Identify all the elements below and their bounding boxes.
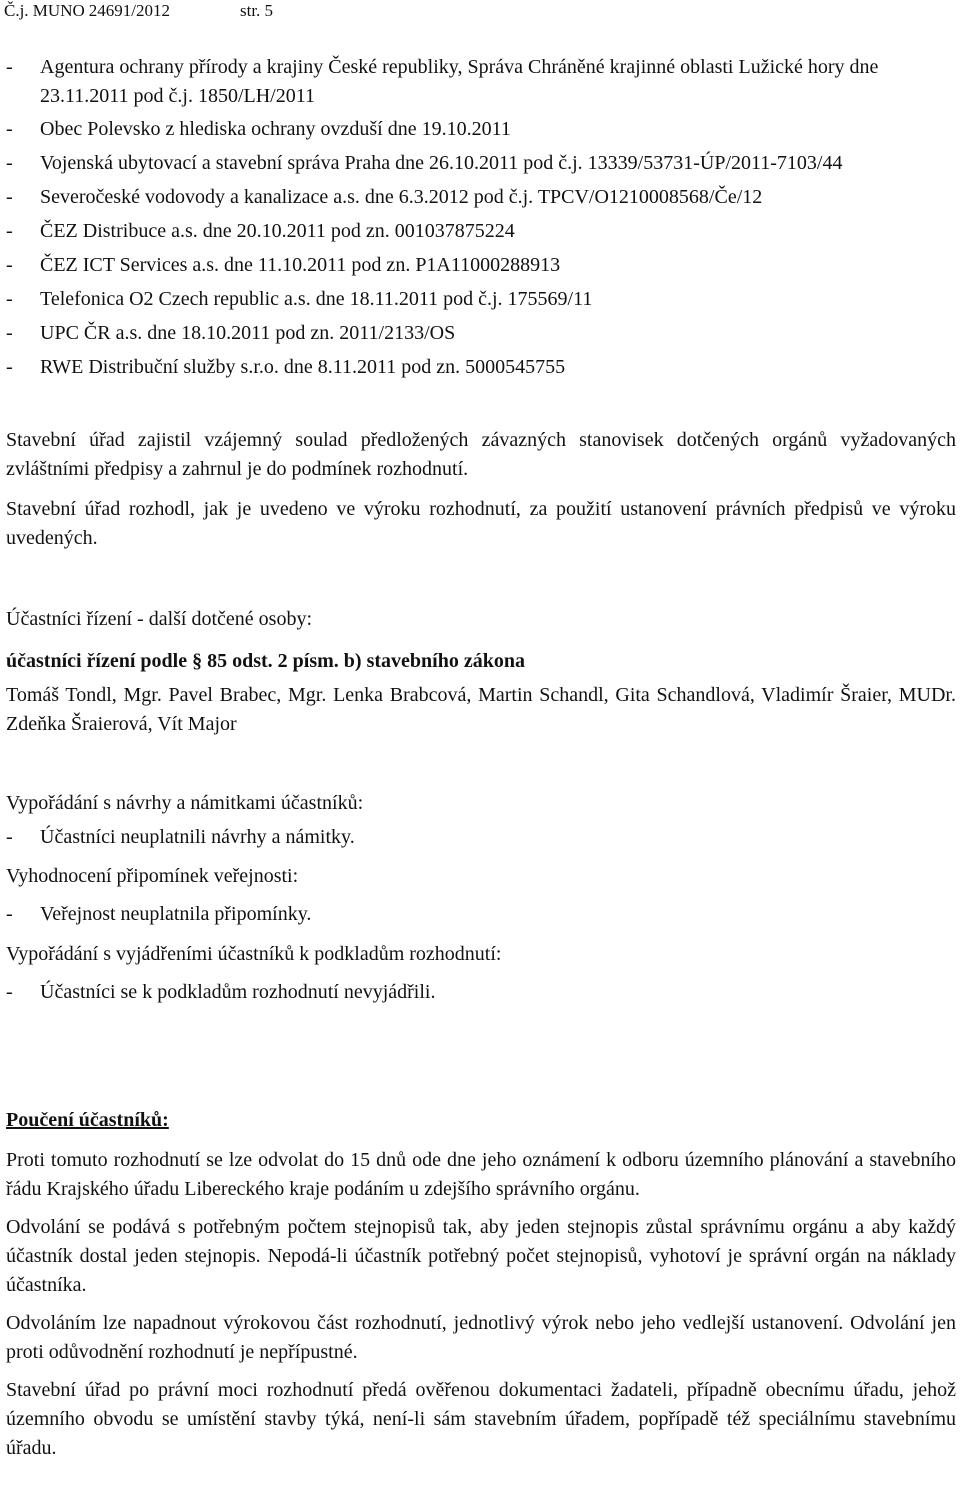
list-dash: - <box>6 220 13 242</box>
list-dash: - <box>6 254 13 276</box>
list-dash: - <box>6 826 13 848</box>
reference-label: Č.j. MUNO <box>4 1 85 20</box>
list-item <box>6 183 958 212</box>
list-item-text: Agentura ochrany přírody a krajiny České republiky, Správa Chráněné krajinné oblasti Lužické hory dne 23.11.2011 pod č.j. 1850/LH/2011 <box>40 56 879 107</box>
list-item <box>6 900 956 929</box>
section-heading: Vypořádání s vyjádřeními účastníků k podkladům rozhodnutí: <box>6 943 502 965</box>
list-item-text: Vojenská ubytovací a stavební správa Praha dne 26.10.2011 pod č.j. 13339/53731-ÚP/2011-7103/44 <box>40 152 843 174</box>
list-item-text: Účastníci neuplatnili návrhy a námitky. <box>40 826 355 848</box>
list-dash: - <box>6 56 13 78</box>
section-heading: Vyhodnocení připomínek veřejnosti: <box>6 865 299 887</box>
list-item <box>6 251 958 280</box>
paragraph-text: Odvoláním lze napadnout výrokovou část rozhodnutí, jednotlivý výrok nebo jeho vedlejší ustanovení. Odvolání jen proti odůvodnění rozhodnutí je nepřípustné. <box>6 1312 956 1363</box>
paragraph-text: Odvolání se podává s potřebným počtem stejnopisů tak, aby jeden stejnopis zůstal správnímu orgánu a aby každý účastník dostal jeden stejnopis. Nepodá-li účastník potřebný počet stejnopisů, vyhotoví je správní orgán na náklady účastníka. <box>6 1216 956 1296</box>
list-dash: - <box>6 152 13 174</box>
stanoviska-list <box>6 53 958 387</box>
list-item <box>6 823 956 852</box>
section-heading: Účastníci řízení - další dotčené osoby: <box>6 608 313 630</box>
list-item-text: Obec Polevsko z hlediska ochrany ovzduší dne 19.10.2011 <box>40 118 511 140</box>
list-dash: - <box>6 186 13 208</box>
list-item <box>6 115 958 144</box>
paragraph-text: Stavební úřad rozhodl, jak je uvedeno ve výroku rozhodnutí, za použití ustanovení právních předpisů ve výroku uvedených. <box>6 498 956 549</box>
reference-number: 24691/2012 <box>88 1 170 20</box>
list-item <box>6 353 958 382</box>
paragraph-rozhodl <box>6 495 956 553</box>
section-vyporadani-vyjadreni <box>6 940 956 1007</box>
section-heading: Poučení účastníků: <box>6 1109 169 1131</box>
list-item-text: ČEZ ICT Services a.s. dne 11.10.2011 pod zn. P1A11000288913 <box>40 254 561 276</box>
list-item-text: RWE Distribuční služby s.r.o. dne 8.11.2011 pod zn. 5000545755 <box>40 356 566 378</box>
list-item-text: UPC ČR a.s. dne 18.10.2011 pod zn. 2011/2133/OS <box>40 322 456 344</box>
list-dash: - <box>6 288 13 310</box>
list-dash: - <box>6 981 13 1003</box>
participant-names: Tomáš Tondl, Mgr. Pavel Brabec, Mgr. Lenka Brabcová, Martin Schandl, Gita Schandlová, Vladimír Šraier, MUDr. Zdeňka Šraierová, Vít Major <box>6 684 956 735</box>
section-heading: Vypořádání s návrhy a námitkami účastníků: <box>6 792 364 814</box>
list-dash: - <box>6 322 13 344</box>
list-item <box>6 978 956 1007</box>
list-item-text: Telefonica O2 Czech republic a.s. dne 18.11.2011 pod č.j. 175569/11 <box>40 288 593 310</box>
list-item-text: Veřejnost neuplatnila připomínky. <box>40 903 312 925</box>
list-item-text: Účastníci se k podkladům rozhodnutí nevyjádřili. <box>40 981 436 1003</box>
paragraph-text: Stavební úřad zajistil vzájemný soulad předložených závazných stanovisek dotčených orgánů vyžadovaných zvláštními předpisy a zahrnul je do podmínek rozhodnutí. <box>6 429 956 480</box>
section-vyhodnoceni <box>6 862 956 929</box>
list-dash: - <box>6 903 13 925</box>
list-item <box>6 217 958 246</box>
paragraph-text: Stavební úřad po právní moci rozhodnutí předá ověřenou dokumentaci žadateli, případně obecnímu úřadu, jehož územního obvodu se umístění stavby týká, není-li sám stavebním úřadem, popřípadě též speciálnímu stavebnímu úřadu. <box>6 1379 956 1459</box>
section-ucastnici <box>6 605 956 739</box>
paragraph-soulad <box>6 426 956 484</box>
section-subheading: účastníci řízení podle § 85 odst. 2 písm. b) stavebního zákona <box>6 650 525 672</box>
list-item <box>6 285 958 314</box>
list-item <box>6 53 958 111</box>
list-item <box>6 319 958 348</box>
list-dash: - <box>6 118 13 140</box>
list-dash: - <box>6 356 13 378</box>
page-header <box>4 0 273 22</box>
page-number: str. 5 <box>240 1 274 20</box>
section-vyporadani-navrhy <box>6 789 956 852</box>
list-item-text: ČEZ Distribuce a.s. dne 20.10.2011 pod zn. 001037875224 <box>40 220 515 242</box>
list-item-text: Severočeské vodovody a kanalizace a.s. dne 6.3.2012 pod č.j. TPCV/O1210008568/Če/12 <box>40 186 763 208</box>
section-pouceni <box>6 1106 956 1463</box>
paragraph-text: Proti tomuto rozhodnutí se lze odvolat do 15 dnů ode dne jeho oznámení k odboru územního plánování a stavebního řádu Krajského úřadu Libereckého kraje podáním u zdejšího správního orgánu. <box>6 1149 956 1200</box>
list-item <box>6 149 958 178</box>
